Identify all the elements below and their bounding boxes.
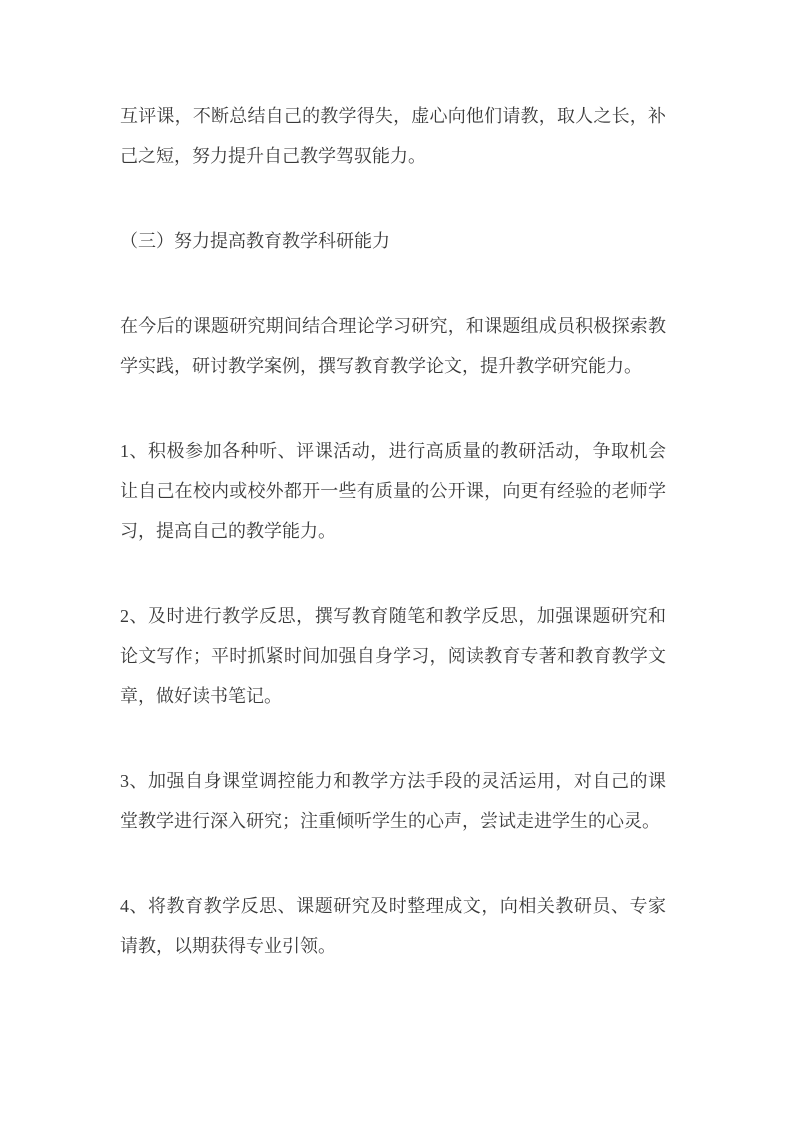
numbered-item-1: 1、积极参加各种听、评课活动，进行高质量的教研活动，争取机会让自己在校内或校外都开一些有质量的公开课，向更有经验的老师学习，提高自己的教学能力。	[120, 441, 666, 541]
numbered-item-2: 2、及时进行教学反思，撰写教育随笔和教学反思，加强课题研究和论文写作；平时抓紧时间加强自身学习，阅读教育专著和教育教学文章，做好读书笔记。	[120, 606, 666, 706]
section-heading: （三）努力提高教育教学科研能力	[120, 231, 390, 251]
body-paragraph-intro: 在今后的课题研究期间结合理论学习研究，和课题组成员积极探索教学实践，研讨教学案例，撰写教育教学论文，提升教学研究能力。	[120, 316, 666, 376]
numbered-item-4: 4、将教育教学反思、课题研究及时整理成文，向相关教研员、专家请教，以期获得专业引领。	[120, 896, 666, 956]
numbered-item-3: 3、加强自身课堂调控能力和教学方法手段的灵活运用，对自己的课堂教学进行深入研究；注重倾听学生的心声，尝试走进学生的心灵。	[120, 771, 666, 831]
body-paragraph-continuation: 互评课，不断总结自己的教学得失，虚心向他们请教，取人之长，补己之短，努力提升自己教学驾驭能力。	[120, 106, 666, 166]
